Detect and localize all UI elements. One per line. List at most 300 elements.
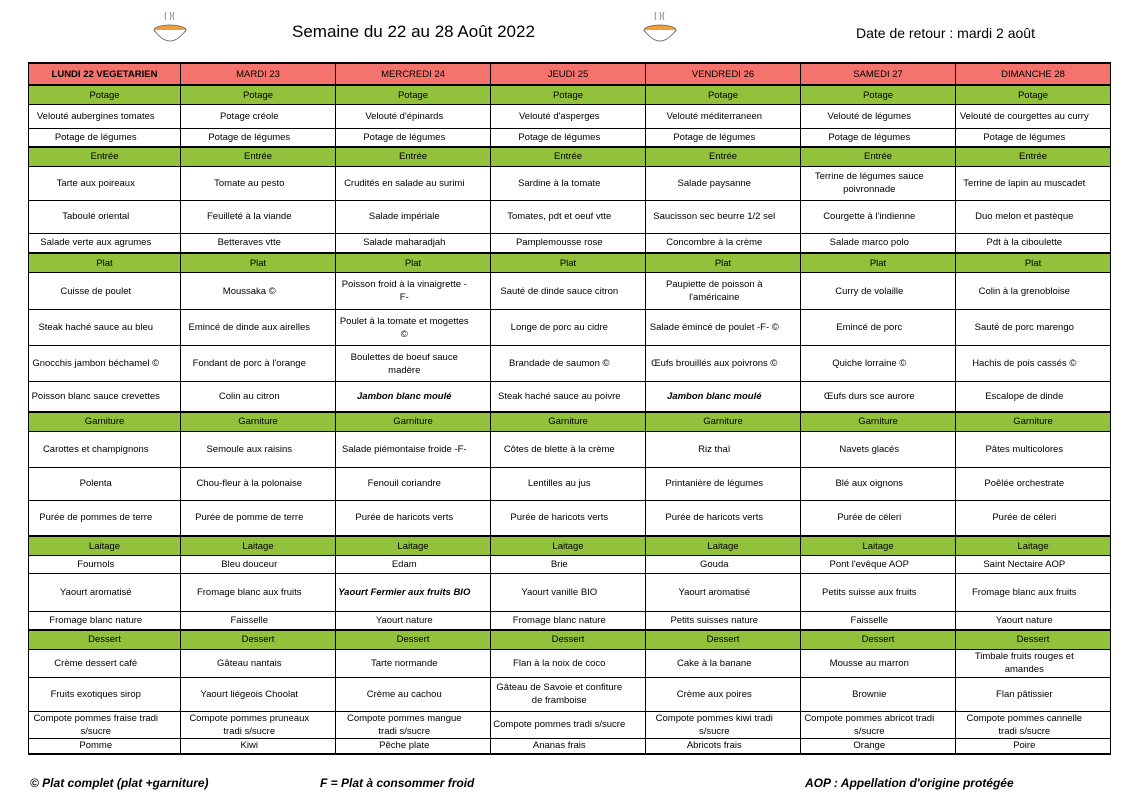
blank-cell	[318, 382, 336, 412]
blank-cell	[938, 574, 956, 612]
section-header: Dessert	[801, 630, 956, 650]
section-header: Potage	[646, 85, 801, 105]
page-title: Semaine du 22 au 28 Août 2022	[292, 22, 535, 41]
menu-item: Concombre à la crème	[646, 233, 783, 253]
menu-item: Purée de pomme de terre	[181, 500, 318, 536]
blank-cell	[938, 233, 956, 253]
menu-item: Gâteau nantais	[181, 649, 318, 677]
return-date: Date de retour : mardi 2 août	[856, 25, 1035, 41]
menu-item: Purée de haricots verts	[646, 500, 783, 536]
menu-item: Crudités en salade au surimi	[336, 166, 473, 200]
section-header: Potage	[801, 85, 956, 105]
blank-cell	[1093, 346, 1111, 382]
menu-item: Tomates, pdt et oeuf vtte	[491, 200, 628, 233]
footnote-cold-dish: F = Plat à consommer froid	[320, 776, 475, 790]
blank-cell	[473, 346, 491, 382]
blank-cell	[938, 556, 956, 574]
blank-cell	[473, 129, 491, 147]
menu-item: Crème dessert café	[29, 649, 163, 677]
menu-item: Gnocchis jambon béchamel ©	[29, 346, 163, 382]
menu-item: Pamplemousse rose	[491, 233, 628, 253]
menu-item: Jambon blanc moulé	[336, 382, 473, 412]
menu-table	[28, 62, 1111, 755]
blank-cell	[1093, 105, 1111, 129]
blank-cell	[473, 612, 491, 630]
menu-item: Fournols	[29, 556, 163, 574]
menu-item: Mousse au marron	[801, 649, 938, 677]
section-header: Garniture	[336, 412, 491, 432]
menu-item: Brownie	[801, 677, 938, 711]
blank-cell	[938, 612, 956, 630]
blank-cell	[473, 711, 491, 738]
menu-item: Velouté d'asperges	[491, 105, 628, 129]
blank-cell	[1093, 738, 1111, 754]
blank-cell	[938, 738, 956, 754]
blank-cell	[318, 273, 336, 310]
menu-item: Fromage blanc nature	[29, 612, 163, 630]
menu-item: Salade maharadjah	[336, 233, 473, 253]
section-header: Entrée	[491, 147, 646, 167]
section-header: Plat	[181, 253, 336, 273]
menu-item: Saint Nectaire AOP	[956, 556, 1093, 574]
menu-item: Timbale fruits rouges et amandes	[956, 649, 1093, 677]
menu-item: Poire	[956, 738, 1093, 754]
blank-cell	[163, 233, 181, 253]
blank-cell	[783, 166, 801, 200]
blank-cell	[163, 129, 181, 147]
menu-item: Purée de pommes de terre	[29, 500, 163, 536]
blank-cell	[628, 467, 646, 500]
section-header: Laitage	[646, 536, 801, 556]
blank-cell	[938, 346, 956, 382]
section-header: Potage	[29, 85, 181, 105]
menu-item: Purée de céleri	[801, 500, 938, 536]
blank-cell	[1093, 711, 1111, 738]
blank-cell	[1093, 677, 1111, 711]
menu-item: Potage de légumes	[181, 129, 318, 147]
menu-item: Poêlée orchestrate	[956, 467, 1093, 500]
blank-cell	[473, 649, 491, 677]
section-header: Garniture	[491, 412, 646, 432]
blank-cell	[938, 500, 956, 536]
menu-item: Emincé de dinde aux airelles	[181, 310, 318, 346]
blank-cell	[318, 166, 336, 200]
blank-cell	[473, 556, 491, 574]
menu-item: Blé aux oignons	[801, 467, 938, 500]
blank-cell	[1093, 233, 1111, 253]
menu-item: Velouté de légumes	[801, 105, 938, 129]
menu-item: Salade impériale	[336, 200, 473, 233]
section-header: Dessert	[646, 630, 801, 650]
menu-item: Compote pommes fraise tradi s/sucre	[29, 711, 163, 738]
blank-cell	[628, 612, 646, 630]
menu-item: Œufs durs sce aurore	[801, 382, 938, 412]
section-header: Plat	[801, 253, 956, 273]
blank-cell	[163, 649, 181, 677]
section-header: Entrée	[646, 147, 801, 167]
section-header: Garniture	[801, 412, 956, 432]
blank-cell	[318, 711, 336, 738]
blank-cell	[473, 677, 491, 711]
menu-item: Fromage blanc aux fruits	[956, 574, 1093, 612]
section-header: Entrée	[181, 147, 336, 167]
menu-item: Kiwi	[181, 738, 318, 754]
blank-cell	[1093, 431, 1111, 467]
day-header: DIMANCHE 28	[956, 63, 1111, 85]
blank-cell	[318, 556, 336, 574]
blank-cell	[628, 310, 646, 346]
menu-item: Paupiette de poisson à l'américaine	[646, 273, 783, 310]
day-header: MARDI 23	[181, 63, 336, 85]
menu-item: Salade verte aux agrumes	[29, 233, 163, 253]
menu-item: Riz thaï	[646, 431, 783, 467]
menu-item: Betteraves vtte	[181, 233, 318, 253]
menu-item: Yaourt nature	[336, 612, 473, 630]
section-header: Potage	[336, 85, 491, 105]
menu-item: Colin au citron	[181, 382, 318, 412]
menu-item: Velouté méditerraneen	[646, 105, 783, 129]
blank-cell	[318, 105, 336, 129]
menu-item: Yaourt liégeois Choolat	[181, 677, 318, 711]
blank-cell	[1093, 310, 1111, 346]
blank-cell	[628, 556, 646, 574]
blank-cell	[473, 431, 491, 467]
section-header: Dessert	[491, 630, 646, 650]
menu-item: Poulet à la tomate et mogettes ©	[336, 310, 473, 346]
blank-cell	[163, 738, 181, 754]
blank-cell	[318, 129, 336, 147]
menu-item: Courgette à l'indienne	[801, 200, 938, 233]
menu-item: Ananas frais	[491, 738, 628, 754]
menu-item: Œufs brouillés aux poivrons ©	[646, 346, 783, 382]
menu-item: Compote pommes tradi s/sucre	[491, 711, 628, 738]
blank-cell	[473, 200, 491, 233]
blank-cell	[473, 105, 491, 129]
blank-cell	[628, 711, 646, 738]
blank-cell	[938, 431, 956, 467]
blank-cell	[1093, 649, 1111, 677]
blank-cell	[163, 166, 181, 200]
day-header: VENDREDI 26	[646, 63, 801, 85]
menu-item: Poisson blanc sauce crevettes	[29, 382, 163, 412]
menu-item: Potage de légumes	[29, 129, 163, 147]
menu-item: Moussaka ©	[181, 273, 318, 310]
menu-item: Potage de légumes	[956, 129, 1093, 147]
menu-item: Yaourt Fermier aux fruits BIO	[336, 574, 473, 612]
blank-cell	[783, 467, 801, 500]
blank-cell	[318, 200, 336, 233]
blank-cell	[163, 346, 181, 382]
blank-cell	[163, 677, 181, 711]
blank-cell	[628, 500, 646, 536]
blank-cell	[783, 500, 801, 536]
blank-cell	[783, 738, 801, 754]
menu-item: Semoule aux raisins	[181, 431, 318, 467]
blank-cell	[318, 346, 336, 382]
section-header: Plat	[336, 253, 491, 273]
footnote-complete-dish: © Plat complet (plat +garniture)	[30, 776, 209, 790]
menu-item: Terrine de lapin au muscadet	[956, 166, 1093, 200]
menu-item: Côtes de blette à la crème	[491, 431, 628, 467]
blank-cell	[318, 677, 336, 711]
blank-cell	[318, 233, 336, 253]
menu-item: Gâteau de Savoie et confiture de framboise	[491, 677, 628, 711]
menu-item: Faisselle	[181, 612, 318, 630]
menu-item: Crème aux poires	[646, 677, 783, 711]
menu-item: Compote pommes cannelle tradi s/sucre	[956, 711, 1093, 738]
day-header: MERCREDI 24	[336, 63, 491, 85]
blank-cell	[783, 346, 801, 382]
blank-cell	[783, 711, 801, 738]
menu-item: Fenouil coriandre	[336, 467, 473, 500]
menu-item: Tarte aux poireaux	[29, 166, 163, 200]
section-header: Potage	[956, 85, 1111, 105]
blank-cell	[628, 200, 646, 233]
menu-item: Jambon blanc moulé	[646, 382, 783, 412]
menu-item: Petits suisse aux fruits	[801, 574, 938, 612]
menu-item: Brie	[491, 556, 628, 574]
blank-cell	[783, 273, 801, 310]
menu-item: Velouté aubergines tomates	[29, 105, 163, 129]
section-header: Potage	[181, 85, 336, 105]
blank-cell	[318, 612, 336, 630]
blank-cell	[628, 129, 646, 147]
blank-cell	[628, 574, 646, 612]
blank-cell	[473, 574, 491, 612]
blank-cell	[318, 574, 336, 612]
blank-cell	[318, 649, 336, 677]
menu-item: Sauté de porc marengo	[956, 310, 1093, 346]
menu-item: Flan pâtissier	[956, 677, 1093, 711]
blank-cell	[318, 738, 336, 754]
menu-item: Hachis de pois cassés ©	[956, 346, 1093, 382]
menu-item: Poisson froid à la vinaigrette -F-	[336, 273, 473, 310]
blank-cell	[783, 556, 801, 574]
blank-cell	[1093, 382, 1111, 412]
blank-cell	[163, 273, 181, 310]
menu-item: Cake à la banane	[646, 649, 783, 677]
blank-cell	[1093, 556, 1111, 574]
section-header: Garniture	[181, 412, 336, 432]
blank-cell	[1093, 273, 1111, 310]
day-header: JEUDI 25	[491, 63, 646, 85]
menu-item: Curry de volaille	[801, 273, 938, 310]
blank-cell	[473, 500, 491, 536]
blank-cell	[783, 105, 801, 129]
blank-cell	[163, 500, 181, 536]
menu-item: Yaourt aromatisé	[646, 574, 783, 612]
blank-cell	[938, 166, 956, 200]
blank-cell	[628, 677, 646, 711]
menu-item: Potage de légumes	[646, 129, 783, 147]
blank-cell	[938, 677, 956, 711]
blank-cell	[628, 166, 646, 200]
blank-cell	[318, 467, 336, 500]
blank-cell	[938, 649, 956, 677]
menu-item: Colin à la grenobloise	[956, 273, 1093, 310]
section-header: Laitage	[491, 536, 646, 556]
footnote-aop: AOP : Appellation d'origine protégée	[805, 776, 1014, 790]
menu-item: Emincé de porc	[801, 310, 938, 346]
blank-cell	[163, 310, 181, 346]
blank-cell	[628, 273, 646, 310]
blank-cell	[163, 431, 181, 467]
blank-cell	[783, 431, 801, 467]
menu-item: Longe de porc au cidre	[491, 310, 628, 346]
section-header: Garniture	[29, 412, 181, 432]
menu-item: Cuisse de poulet	[29, 273, 163, 310]
menu-item: Tomate au pesto	[181, 166, 318, 200]
menu-item: Sauté de dinde sauce citron	[491, 273, 628, 310]
menu-item: Quiche lorraine ©	[801, 346, 938, 382]
menu-item: Brandade de saumon ©	[491, 346, 628, 382]
section-header: Dessert	[956, 630, 1111, 650]
menu-item: Purée de céleri	[956, 500, 1093, 536]
blank-cell	[783, 129, 801, 147]
blank-cell	[1093, 129, 1111, 147]
section-header: Plat	[491, 253, 646, 273]
blank-cell	[163, 105, 181, 129]
blank-cell	[938, 129, 956, 147]
menu-item: Abricots frais	[646, 738, 783, 754]
menu-item: Salade marco polo	[801, 233, 938, 253]
menu-item: Escalope de dinde	[956, 382, 1093, 412]
menu-item: Salade piémontaise froide -F-	[336, 431, 473, 467]
blank-cell	[783, 310, 801, 346]
menu-item: Pdt à la ciboulette	[956, 233, 1093, 253]
soup-bowl-icon	[148, 6, 192, 50]
menu-item: Crème au cachou	[336, 677, 473, 711]
section-header: Plat	[646, 253, 801, 273]
menu-item: Tarte normande	[336, 649, 473, 677]
blank-cell	[473, 310, 491, 346]
menu-item: Polenta	[29, 467, 163, 500]
menu-item: Boulettes de boeuf sauce madère	[336, 346, 473, 382]
blank-cell	[473, 382, 491, 412]
blank-cell	[938, 310, 956, 346]
menu-item: Potage de légumes	[491, 129, 628, 147]
blank-cell	[628, 346, 646, 382]
menu-item: Gouda	[646, 556, 783, 574]
menu-item: Terrine de légumes sauce poivronnade	[801, 166, 938, 200]
menu-item: Compote pommes pruneaux tradi s/sucre	[181, 711, 318, 738]
menu-item: Taboulé oriental	[29, 200, 163, 233]
section-header: Garniture	[956, 412, 1111, 432]
section-header: Dessert	[336, 630, 491, 650]
menu-item: Potage de légumes	[336, 129, 473, 147]
section-header: Dessert	[29, 630, 181, 650]
menu-item: Yaourt nature	[956, 612, 1093, 630]
blank-cell	[1093, 166, 1111, 200]
blank-cell	[473, 166, 491, 200]
blank-cell	[1093, 574, 1111, 612]
menu-item: Printanière de légumes	[646, 467, 783, 500]
blank-cell	[163, 467, 181, 500]
blank-cell	[938, 467, 956, 500]
section-header: Laitage	[956, 536, 1111, 556]
blank-cell	[163, 556, 181, 574]
blank-cell	[163, 711, 181, 738]
blank-cell	[1093, 500, 1111, 536]
menu-item: Fromage blanc aux fruits	[181, 574, 318, 612]
section-header: Entrée	[956, 147, 1111, 167]
menu-item: Fondant de porc à l'orange	[181, 346, 318, 382]
blank-cell	[163, 612, 181, 630]
blank-cell	[163, 200, 181, 233]
blank-cell	[628, 431, 646, 467]
blank-cell	[783, 612, 801, 630]
menu-item: Potage créole	[181, 105, 318, 129]
blank-cell	[473, 273, 491, 310]
blank-cell	[318, 310, 336, 346]
blank-cell	[938, 273, 956, 310]
blank-cell	[163, 382, 181, 412]
blank-cell	[473, 738, 491, 754]
menu-item: Potage de légumes	[801, 129, 938, 147]
menu-item: Navets glacés	[801, 431, 938, 467]
menu-item: Yaourt aromatisé	[29, 574, 163, 612]
blank-cell	[938, 105, 956, 129]
menu-item: Compote pommes kiwi tradi s/sucre	[646, 711, 783, 738]
section-header: Garniture	[646, 412, 801, 432]
day-header: LUNDI 22 VEGETARIEN	[29, 63, 181, 85]
day-header: SAMEDI 27	[801, 63, 956, 85]
section-header: Potage	[491, 85, 646, 105]
blank-cell	[783, 233, 801, 253]
menu-item: Saucisson sec beurre 1/2 sel	[646, 200, 783, 233]
section-header: Entrée	[29, 147, 181, 167]
menu-item: Salade émincé de poulet -F- ©	[646, 310, 783, 346]
blank-cell	[163, 574, 181, 612]
menu-item: Feuilleté à la viande	[181, 200, 318, 233]
menu-item: Flan à la noix de coco	[491, 649, 628, 677]
section-header: Laitage	[801, 536, 956, 556]
blank-cell	[628, 105, 646, 129]
menu-item: Sardine à la tomate	[491, 166, 628, 200]
menu-item: Carottes et champignons	[29, 431, 163, 467]
menu-item: Velouté de courgettes au curry	[956, 105, 1093, 129]
blank-cell	[1093, 467, 1111, 500]
menu-item: Edam	[336, 556, 473, 574]
menu-item: Velouté d'épinards	[336, 105, 473, 129]
menu-item: Faisselle	[801, 612, 938, 630]
menu-item: Yaourt vanille BIO	[491, 574, 628, 612]
menu-item: Lentilles au jus	[491, 467, 628, 500]
blank-cell	[473, 467, 491, 500]
blank-cell	[318, 500, 336, 536]
blank-cell	[783, 677, 801, 711]
menu-item: Fruits exotiques sirop	[29, 677, 163, 711]
menu-item: Steak haché sauce au bleu	[29, 310, 163, 346]
menu-item: Bleu douceur	[181, 556, 318, 574]
menu-item: Orange	[801, 738, 938, 754]
menu-item: Steak haché sauce au poivre	[491, 382, 628, 412]
blank-cell	[628, 233, 646, 253]
menu-item: Pêche plate	[336, 738, 473, 754]
menu-item: Purée de haricots verts	[491, 500, 628, 536]
section-header: Dessert	[181, 630, 336, 650]
section-header: Plat	[956, 253, 1111, 273]
section-header: Laitage	[336, 536, 491, 556]
blank-cell	[938, 711, 956, 738]
menu-item: Duo melon et pastèque	[956, 200, 1093, 233]
blank-cell	[1093, 612, 1111, 630]
section-header: Laitage	[181, 536, 336, 556]
section-header: Entrée	[801, 147, 956, 167]
menu-item: Petits suisses nature	[646, 612, 783, 630]
blank-cell	[783, 574, 801, 612]
blank-cell	[473, 233, 491, 253]
